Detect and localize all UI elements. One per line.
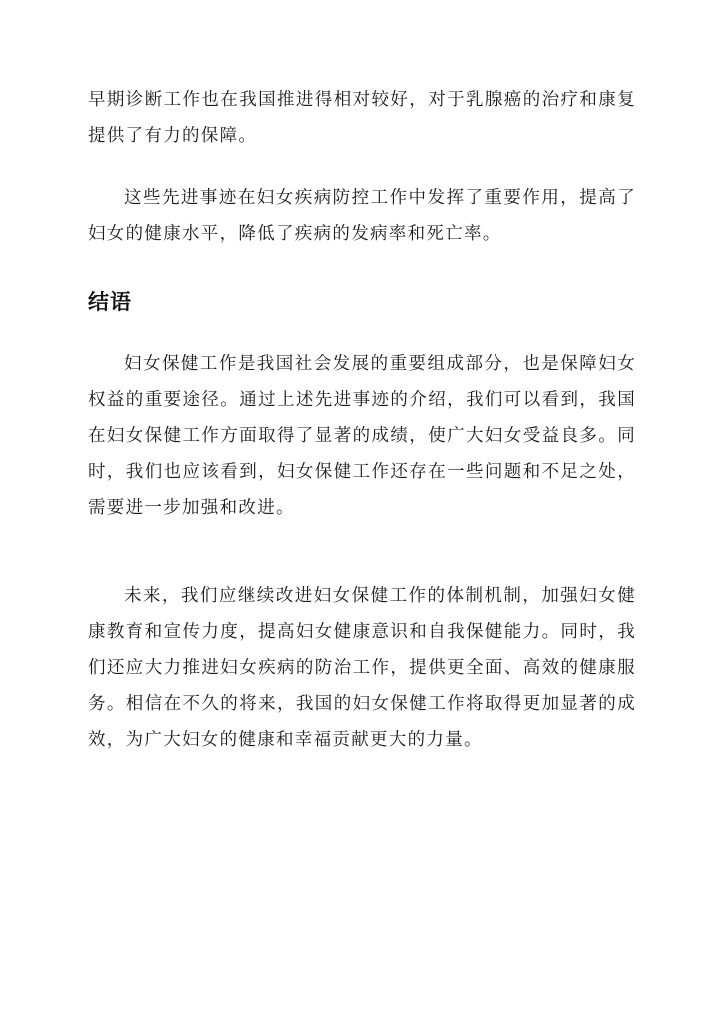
achievements-paragraph: 这些先进事迹在妇女疾病防控工作中发挥了重要作用，提高了妇女的健康水平，降低了疾病的发病率和死亡率。 <box>88 188 636 244</box>
conclusion-paragraph-2: 未来，我们应继续改进妇女保健工作的体制机制，加强妇女健康教育和宣传力度，提高妇女健康意识和自我保健能力。同时，我们还应大力推进妇女疾病的防治工作，提供更全面、高效的健康服务。相信在不久的将来，我国的妇女保健工作将取得更加显著的成效，为广大妇女的健康和幸福贡献更大的力量。 <box>88 586 636 750</box>
section-heading-conclusion: 结语 <box>88 290 132 314</box>
conclusion-paragraph-1: 妇女保健工作是我国社会发展的重要组成部分，也是保障妇女权益的重要途径。通过上述先进事迹的介绍，我们可以看到，我国在妇女保健工作方面取得了显著的成绩，使广大妇女受益良多。同时，我们也应该看到，妇女保健工作还存在一些问题和不足之处，需要进一步加强和改进。 <box>88 354 636 518</box>
continuation-paragraph: 早期诊断工作也在我国推进得相对较好，对于乳腺癌的治疗和康复提供了有力的保障。 <box>88 90 636 146</box>
